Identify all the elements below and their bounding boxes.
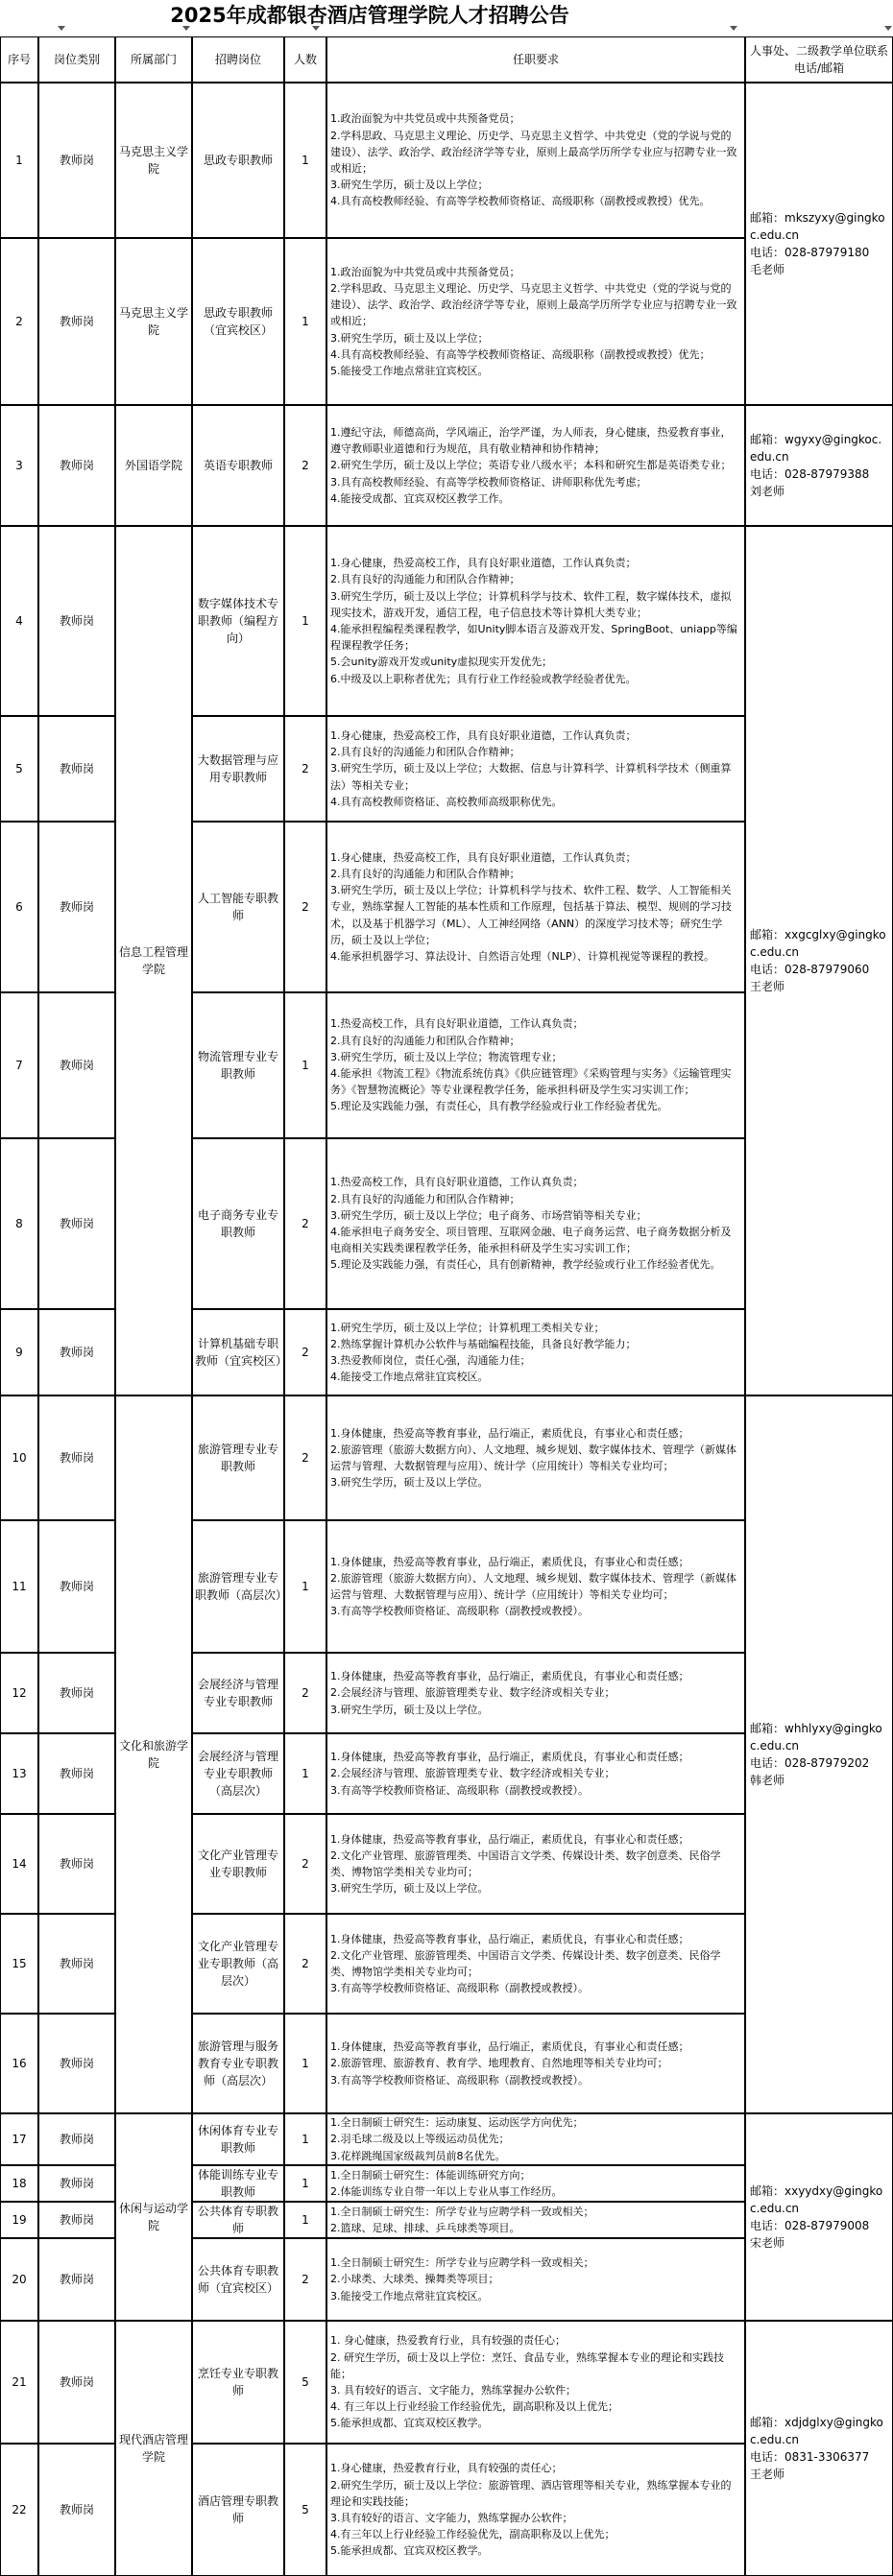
row-19-count: 1 [284,2202,326,2238]
row-4-position: 数字媒体技术专职教师（编程方向） [192,526,284,716]
row-3-seq: 3 [0,405,38,526]
row-17-category: 教师岗 [38,2113,115,2165]
row-21-position: 烹饪专业专职教师 [192,2321,284,2444]
row-7-requirements: 1.热爱高校工作，具有良好职业道德，工作认真负责； 2.具有良好的沟通能力和团队合作精神； 3.研究生学历，硕士及以上学位；物流管理专业； 4.能承担《物流工程》《物流系统仿真》《供应链管理》《采购管理与实务》《运输管理实务》《智慧物流概论》等专业课程教学任务，能承担科研及学生实习实训工作； 5.理论及实践能力强，有责任心，具有教学经验或行业工作经验者优先。 [326,992,745,1138]
row-16-seq: 16 [0,2014,38,2113]
row-10-category: 教师岗 [38,1395,115,1520]
row-5-count: 2 [284,716,326,822]
header-count: 人数 [284,36,326,83]
row-14-position: 文化产业管理专业专职教师 [192,1814,284,1914]
header-seq: 序号 [0,36,38,83]
row-21-category: 教师岗 [38,2321,115,2444]
row-3-count: 2 [284,405,326,526]
row-8-requirements: 1.热爱高校工作，具有良好职业道德，工作认真负责； 2.具有良好的沟通能力和团队合作精神； 3.研究生学历，硕士及以上学位；电子商务、市场营销等相关专业； 4.能承担电子商务安全、项目管理、互联网金融、电子商务运营、电子商务数据分析及电商相关实践类课程教学任务，能承担科研及学生实习实训工作； 5.理论及实践能力强，有责任心，具有创新精神，教学经验或行业工作经验者优先。 [326,1138,745,1309]
department-information-engineering: 信息工程管理学院 [115,526,192,1395]
row-22-category: 教师岗 [38,2444,115,2576]
row-16-category: 教师岗 [38,2014,115,2113]
row-6-count: 2 [284,822,326,992]
row-20-requirements: 1.全日制硕士研究生：所学专业与应聘学科一致或相关； 2.小球类、大球类、操舞类等项目； 3.能接受工作地点常驻宜宾校区。 [326,2238,745,2321]
row-9-category: 教师岗 [38,1309,115,1395]
row-21-requirements: 1. 身心健康，热爱教育行业，具有较强的责任心； 2. 研究生学历，硕士及以上学位：烹饪、食品专业，熟练掌握本专业的理论和实践技能； 3. 具有较好的语言、文字能力，熟练掌握办公软件； 4. 有三年以上行业经验工作经验优先，副高职称及以上优先； 5.能承担成都、宜宾双校区教学。 [326,2321,745,2444]
row-18-category: 教师岗 [38,2165,115,2202]
row-19-position: 公共体育专职教师 [192,2202,284,2238]
row-2-position: 思政专职教师（宜宾校区） [192,238,284,405]
row-15-seq: 15 [0,1914,38,2014]
row-14-seq: 14 [0,1814,38,1914]
row-22-position: 酒店管理专职教师 [192,2444,284,2576]
department-leisure-sports: 休闲与运动学院 [115,2113,192,2321]
row-10-position: 旅游管理专业专职教师 [192,1395,284,1520]
row-20-count: 2 [284,2238,326,2321]
row-21-seq: 21 [0,2321,38,2444]
row-6-requirements: 1.身心健康，热爱高校工作，具有良好职业道德，工作认真负责； 2.具有良好的沟通能力和团队合作精神； 3.研究生学历，硕士及以上学位；计算机科学与技术、软件工程、数学、人工智能相关专业，熟练掌握人工智能的基本性质和工作原理，包括基于算法、模型、规则的学习技术，以及基于机器学习（ML）、人工神经网络（ANN）的深度学习技术等；研究生学历，硕士及以上学位； 4.能承担机器学习、算法设计、自然语言处理（NLP）、计算机视觉等课程的教授。 [326,822,745,992]
contact-block-4: 邮箱：whhlyxy@gingkoc.edu.cn 电话：028-87979202 韩老师 [745,1395,893,2113]
row-14-count: 2 [284,1814,326,1914]
row-1-seq: 1 [0,83,38,238]
row-10-requirements: 1.身体健康，热爱高等教育事业，品行端正，素质优良，有事业心和责任感； 2.旅游管理（旅游大数据方向）、人文地理、城乡规划、数字媒体技术、管理学（新媒体运营与管理、大数据管理与应用）、统计学（应用统计）等相关专业均可； 3.研究生学历，硕士及以上学位。 [326,1395,745,1520]
row-16-requirements: 1.身体健康，热爱高等教育事业，品行端正，素质优良，有事业心和责任感； 2.旅游管理、旅游教育、教育学、地理教育、自然地理等相关专业均可； 3.有高等学校教师资格证、高级职称（副教授或教授）。 [326,2014,745,2113]
row-4-count: 1 [284,526,326,716]
row-8-position: 电子商务专业专职教师 [192,1138,284,1309]
row-18-position: 体能训练专业专职教师 [192,2165,284,2202]
row-4-seq: 4 [0,526,38,716]
department-hotel-management: 现代酒店管理学院 [115,2321,192,2576]
row-1-position: 思政专职教师 [192,83,284,238]
row-11-category: 教师岗 [38,1520,115,1653]
row-6-position: 人工智能专职教师 [192,822,284,992]
row-7-count: 1 [284,992,326,1138]
contact-block-2: 邮箱：wgyxy@gingkoc.edu.cn 电话：028-87979388 刘老师 [745,405,893,526]
row-12-seq: 12 [0,1653,38,1733]
row-3-requirements: 1.遵纪守法，师德高尚，学风端正，治学严谨，为人师表，身心健康，热爱教育事业，遵守教师职业道德和行为规范，具有敬业精神和协作精神； 2.研究生学历，硕士及以上学位；英语专业八级水平；本科和研究生都是英语类专业； 3.具有高校教师经验、有高等学校教师资格证、讲师职称优先考虑； 4.能接受成都、宜宾双校区教学工作。 [326,405,745,526]
row-14-requirements: 1.身体健康，热爱高等教育事业，品行端正，素质优良，有事业心和责任感； 2.文化产业管理、旅游管理类、中国语言文学类、传媒设计类、数字创意类、民俗学类、博物馆学类相关专业均可； 3.研究生学历，硕士及以上学位。 [326,1814,745,1914]
row-13-count: 1 [284,1733,326,1814]
filter-dropdown-icon[interactable] [312,26,320,32]
header-category: 岗位类别 [38,36,115,83]
row-17-seq: 17 [0,2113,38,2165]
row-12-category: 教师岗 [38,1653,115,1733]
contact-block-1: 邮箱：mkszyxy@gingkoc.edu.cn 电话：028-87979180 毛老师 [745,83,893,405]
row-3-position: 英语专职教师 [192,405,284,526]
row-7-category: 教师岗 [38,992,115,1138]
row-11-requirements: 1.身体健康，热爱高等教育事业，品行端正，素质优良，有事业心和责任感； 2.旅游管理（旅游大数据方向）、人文地理、城乡规划、数字媒体技术、管理学（新媒体运营与管理、大数据管理与应用）、统计学（应用统计）等相关专业均可； 3.有高等学校教师资格证、高级职称（副教授或教授）。 [326,1520,745,1653]
contact-block-3: 邮箱：xxgcglxy@gingkoc.edu.cn 电话：028-87979060 王老师 [745,526,893,1395]
row-18-requirements: 1.全日制硕士研究生：体能训练研究方向； 2.体能训练专业自带一年以上专业从事工作经历。 [326,2165,745,2202]
row-17-requirements: 1.全日制硕士研究生：运动康复、运动医学方向优先； 2.羽毛球二级及以上等级运动员优先； 3.花样跳绳国家级裁判员前8名优先。 [326,2113,745,2165]
row-5-requirements: 1.身心健康，热爱高校工作，具有良好职业道德，工作认真负责； 2.具有良好的沟通能力和团队合作精神； 3.研究生学历，硕士及以上学位；大数据、信息与计算科学、计算机科学技术（侧重算法）等相关专业； 4.具有高校教师资格证、高校教师高级职称优先。 [326,716,745,822]
row-13-seq: 13 [0,1733,38,1814]
row-20-category: 教师岗 [38,2238,115,2321]
row-22-count: 5 [284,2444,326,2576]
row-11-position: 旅游管理专业专职教师（高层次） [192,1520,284,1653]
row-22-seq: 22 [0,2444,38,2576]
department-culture-tourism: 文化和旅游学院 [115,1395,192,2113]
row-8-category: 教师岗 [38,1138,115,1309]
row-4-requirements: 1.身心健康，热爱高校工作，具有良好职业道德，工作认真负责； 2.具有良好的沟通能力和团队合作精神； 3.研究生学历，硕士及以上学位；计算机科学与技术、软件工程，数字媒体技术，虚拟现实技术，游戏开发，通信工程，电子信息技术等计算机大类专业； 4.能承担程编程类课程教学，如Unity脚本语言及游戏开发、SpringBoot、uniapp等编程课程教学任务； 5.会unity游戏开发或unity虚拟现实开发优先； 6.中级及以上职称者优先；具有行业工作经验或教学经验者优先。 [326,526,745,716]
row-19-seq: 19 [0,2202,38,2238]
row-16-position: 旅游管理与服务教育专业专职教师（高层次） [192,2014,284,2113]
row-7-seq: 7 [0,992,38,1138]
row-22-requirements: 1.身心健康，热爱教育行业，具有较强的责任心； 2.研究生学历，硕士及以上学位：旅游管理、酒店管理等相关专业，熟练掌握本专业的理论和实践技能； 3.具有较好的语言、文字能力，熟练掌握办公软件； 4.有三年以上行业经验工作经验优先，副高职称及以上优先； 5.能承担成都、宜宾双校区教学。 [326,2444,745,2576]
row-5-position: 大数据管理与应用专职教师 [192,716,284,822]
row-1-category: 教师岗 [38,83,115,238]
row-13-category: 教师岗 [38,1733,115,1814]
row-15-position: 文化产业管理专业专职教师（高层次） [192,1914,284,2014]
row-18-seq: 18 [0,2165,38,2202]
contact-block-6: 邮箱：xdjdglxy@gingkoc.edu.cn 电话：0831-3306377 王老师 [745,2321,893,2576]
row-1-count: 1 [284,83,326,238]
header-department: 所属部门 [115,36,192,83]
row-4-category: 教师岗 [38,526,115,716]
row-5-category: 教师岗 [38,716,115,822]
filter-dropdown-icon[interactable] [730,26,737,32]
row-9-count: 2 [284,1309,326,1395]
row-10-count: 2 [284,1395,326,1520]
filter-dropdown-icon[interactable] [182,26,190,32]
row-1-department: 马克思主义学院 [115,83,192,238]
page-title: 2025年成都银杏酒店管理学院人才招聘公告 [170,4,569,27]
row-14-category: 教师岗 [38,1814,115,1914]
row-17-position: 休闲体育专业专职教师 [192,2113,284,2165]
row-17-count: 1 [284,2113,326,2165]
row-6-category: 教师岗 [38,822,115,992]
header-position: 招聘岗位 [192,36,284,83]
row-9-position: 计算机基础专职教师（宜宾校区） [192,1309,284,1395]
filter-dropdown-icon[interactable] [884,26,892,32]
row-16-count: 1 [284,2014,326,2113]
row-2-category: 教师岗 [38,238,115,405]
row-2-requirements: 1.政治面貌为中共党员或中共预备党员； 2.学科思政、马克思主义理论、历史学、马克思主义哲学、中共党史（党的学说与党的建设）、法学、政治学、政治经济学等专业，原则上最高学历所学专业应与招聘专业一致或相近； 3.研究生学历，硕士及以上学位； 4.具有高校教师经验、有高等学校教师资格证、高级职称（副教授或教授）优先； 5.能接受工作地点常驻宜宾校区。 [326,238,745,405]
row-12-position: 会展经济与管理专业专职教师 [192,1653,284,1733]
row-11-count: 1 [284,1520,326,1653]
row-20-seq: 20 [0,2238,38,2321]
row-12-requirements: 1.身体健康，热爱高等教育事业，品行端正，素质优良，有事业心和责任感； 2.会展经济与管理、旅游管理类专业、数字经济或相关专业； 3.研究生学历，硕士及以上学位。 [326,1653,745,1733]
contact-block-5: 邮箱：xxyydxy@gingkoc.edu.cn 电话：028-87979008 宋老师 [745,2113,893,2321]
row-20-position: 公共体育专职教师（宜宾校区） [192,2238,284,2321]
row-15-requirements: 1.身体健康，热爱高等教育事业，品行端正，素质优良，有事业心和责任感； 2.文化产业管理、旅游管理类、中国语言文学类、传媒设计类、数字创意类、民俗学类、博物馆学类相关专业均可； 3.有高等学校教师资格证、高级职称（副教授或教授）。 [326,1914,745,2014]
filter-dropdown-icon[interactable] [58,26,65,32]
row-2-department: 马克思主义学院 [115,238,192,405]
row-8-count: 2 [284,1138,326,1309]
row-6-seq: 6 [0,822,38,992]
row-2-seq: 2 [0,238,38,405]
header-contact: 人事处、二级教学单位联系电话/邮箱 [745,36,893,83]
row-19-requirements: 1.全日制硕士研究生：所学专业与应聘学科一致或相关； 2.篮球、足球、排球、乒乓球类等项目。 [326,2202,745,2238]
row-9-requirements: 1.研究生学历，硕士及以上学位；计算机理工类相关专业； 2.熟练掌握计算机办公软件与基础编程技能，具备良好教学能力； 3.热爱教师岗位，责任心强，沟通能力佳； 4.能接受工作地点常驻宜宾校区。 [326,1309,745,1395]
row-18-count: 1 [284,2165,326,2202]
row-13-requirements: 1.身体健康，热爱高等教育事业，品行端正，素质优良，有事业心和责任感； 2.会展经济与管理、旅游管理类专业、数字经济或相关专业； 3.有高等学校教师资格证、高级职称（副教授或教授）。 [326,1733,745,1814]
row-10-seq: 10 [0,1395,38,1520]
row-21-count: 5 [284,2321,326,2444]
row-5-seq: 5 [0,716,38,822]
header-requirements: 任职要求 [326,36,745,83]
row-15-category: 教师岗 [38,1914,115,2014]
row-15-count: 2 [284,1914,326,2014]
row-19-category: 教师岗 [38,2202,115,2238]
row-11-seq: 11 [0,1520,38,1653]
row-3-department: 外国语学院 [115,405,192,526]
row-12-count: 2 [284,1653,326,1733]
row-3-category: 教师岗 [38,405,115,526]
row-9-seq: 9 [0,1309,38,1395]
row-8-seq: 8 [0,1138,38,1309]
row-7-position: 物流管理专业专职教师 [192,992,284,1138]
row-1-requirements: 1.政治面貌为中共党员或中共预备党员； 2.学科思政、马克思主义理论、历史学、马克思主义哲学、中共党史（党的学说与党的建设）、法学、政治学、政治经济学等专业，原则上最高学历所学专业应与招聘专业一致或相近； 3.研究生学历，硕士及以上学位； 4.具有高校教师经验、有高等学校教师资格证、高级职称（副教授或教授）优先。 [326,83,745,238]
row-2-count: 1 [284,238,326,405]
row-13-position: 会展经济与管理专业专职教师（高层次） [192,1733,284,1814]
